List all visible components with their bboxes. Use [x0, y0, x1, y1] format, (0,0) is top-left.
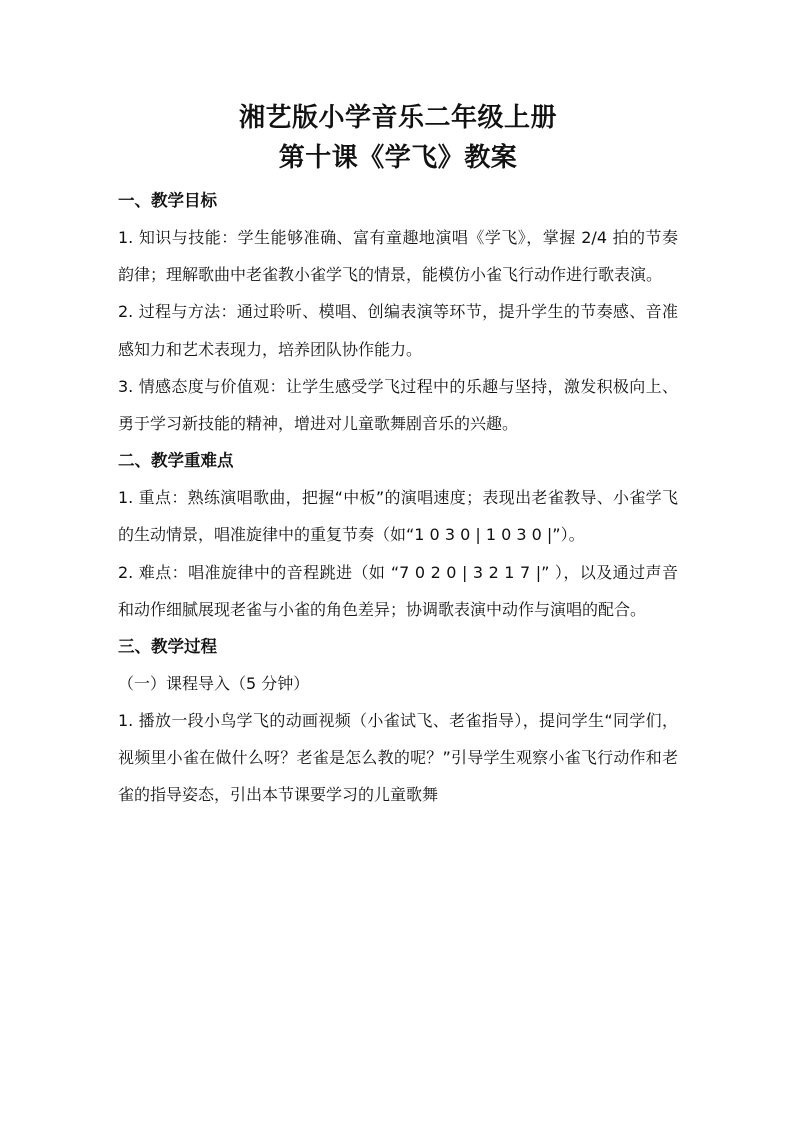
paragraph: 2. 过程与方法：通过聆听、模唱、创编表演等环节，提升学生的节奏感、音准感知力和艺术表现力，培养团队协作能力。 — [118, 302, 678, 359]
document-title-line1: 湘艺版小学音乐二年级上册 — [238, 103, 557, 133]
section-heading: 二、教学重难点 — [118, 451, 234, 471]
subsection-heading: （一）课程导入（5 分钟） — [118, 674, 310, 694]
document-title-line2: 第十课《学飞》教案 — [278, 143, 518, 173]
section-objectives — [118, 182, 678, 442]
section-key-points — [118, 442, 678, 628]
document-content — [118, 98, 678, 814]
section-heading: 一、教学目标 — [118, 191, 217, 210]
section-process — [118, 628, 678, 814]
paragraph: 1. 播放一段小鸟学飞的动画视频（小雀试飞、老雀指导），提问学生“同学们，视频里小雀在做什么呀？老雀是怎么教的呢？”引导学生观察小雀飞行动作和老雀的指导姿态，引出本节课要学习的儿童歌舞 — [118, 711, 678, 805]
paragraph: 3. 情感态度与价值观：让学生感受学飞过程中的乐趣与坚持，激发积极向上、勇于学习新技能的精神，增进对儿童歌舞剧音乐的兴趣。 — [118, 376, 678, 434]
section-heading: 三、教学过程 — [118, 637, 217, 657]
paragraph: 1. 重点：熟练演唱歌曲，把握“中板”的演唱速度；表现出老雀教导、小雀学飞的生动情景，唱准旋律中的重复节奏（如“1 0 3 0 | 1 0 3 0 |”）。 — [118, 488, 678, 545]
paragraph: 2. 难点：唱准旋律中的音程跳进（如 “7 0 2 0 | 3 2 1 7 |” ），以及通过声音和动作细腻展现老雀与小雀的角色差异；协调歌表演中动作与演唱的配合。 — [118, 562, 678, 619]
paragraph: 1. 知识与技能：学生能够准确、富有童趣地演唱《学飞》，掌握 2/4 拍的节奏韵律；理解歌曲中老雀教小雀学飞的情景，能模仿小雀飞行动作进行歌表演。 — [118, 228, 678, 285]
